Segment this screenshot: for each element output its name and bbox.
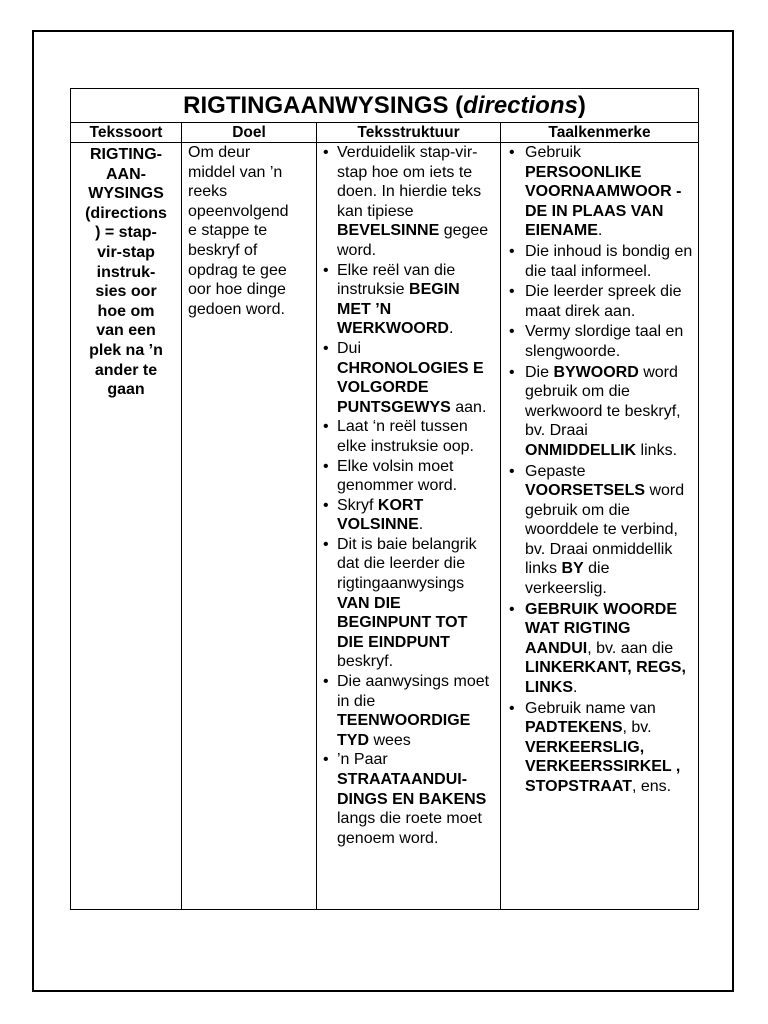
table-title <box>71 89 699 123</box>
list-item <box>503 363 694 461</box>
cell-taalkenmerke <box>501 143 699 910</box>
text-line: instruk- <box>96 263 156 281</box>
text-line: WYSINGS <box>88 185 164 203</box>
item-text: Vermy slordige taal en slengwoorde. <box>525 323 684 360</box>
item-bold: BEGIN MET ’N WERKWOORD <box>337 281 460 338</box>
list-item <box>319 535 496 672</box>
item-bold: LINKERKANT, REGS, LINKS <box>525 659 686 697</box>
item-text: langs die roete moet genoem word. <box>337 810 482 847</box>
item-text: Elke volsin moet genommer word. <box>337 457 458 495</box>
item-text: . <box>448 320 454 338</box>
item-text: . <box>418 516 424 534</box>
item-text: , ens. <box>631 778 672 795</box>
cell-teksstruktuur <box>317 143 501 910</box>
text-line: gedoen word. <box>188 300 285 318</box>
list-item <box>503 242 694 281</box>
text-line: plek na ’n <box>89 341 163 359</box>
text-line: hoe om <box>97 302 155 320</box>
item-text: . <box>573 679 578 697</box>
text-line: AAN- <box>106 165 146 183</box>
item-text: Laat ‘n reël tussen elke instruksie oop. <box>337 418 474 455</box>
item-text: Dit is baie belangrik dat die leerder die rigtingaanwysings <box>337 535 477 593</box>
item-bold: GEBRUIK WOORDE WAT RIGTING AANDUI <box>525 600 677 657</box>
list-item <box>319 457 496 496</box>
text-line: opdrag te gee <box>188 261 287 279</box>
item-bold: PADTEKENS <box>525 719 623 737</box>
item-bold: VERKEERSLIG, VERKEERSSIRKEL , STOPSTRAAT <box>525 738 681 795</box>
title-italic: directions <box>463 91 578 119</box>
list-item <box>503 322 694 361</box>
list-item <box>319 750 496 848</box>
header-teksstruktuur: Teksstruktuur <box>317 123 501 143</box>
item-text: Skryf <box>337 496 378 514</box>
item-text: Gebruik <box>525 144 582 161</box>
item-text: die verkeerslig. <box>525 560 610 598</box>
text-line: RIGTING- <box>90 146 162 163</box>
list-item <box>319 417 496 456</box>
list-item <box>503 699 694 797</box>
header-taalkenmerke: Taalkenmerke <box>501 123 699 143</box>
item-text: word gebruik om die woorddele te verbind, bv. Draai onmiddellik links <box>525 482 685 578</box>
text-line: sies oor <box>95 283 157 301</box>
item-bold: BYWOORD <box>553 363 639 381</box>
item-text: beskryf. <box>337 653 394 671</box>
item-bold: CHRONOLOGIES E VOLGORDE PUNTSGEWYS <box>337 359 484 416</box>
text-line: oor hoe dinge <box>188 281 286 299</box>
item-text: Die leerder spreek die maat direk aan. <box>525 283 682 320</box>
item-text: Die inhoud is bondig en die taal informeel. <box>525 242 693 280</box>
item-text: . <box>597 222 603 240</box>
list-item <box>503 143 694 241</box>
item-text: Die <box>525 363 554 381</box>
item-text: , bv. aan die <box>587 639 674 657</box>
list-item <box>319 143 496 261</box>
item-text: ’n Paar <box>337 751 388 769</box>
features-list <box>503 143 694 797</box>
text-line: reeks <box>188 183 228 201</box>
header-doel: Doel <box>182 123 317 143</box>
text-line: van een <box>96 322 156 340</box>
item-text: Gepaste <box>525 462 586 480</box>
list-item <box>319 261 496 339</box>
item-text: Gebruik name van <box>525 699 656 717</box>
header-tekssoort: Tekssoort <box>71 123 182 143</box>
text-line: middel van ’n <box>188 163 283 181</box>
item-text: , bv. <box>622 719 652 737</box>
text-line: ander te <box>94 361 158 379</box>
item-bold: VAN DIE BEGINPUNT TOT DIE EINDPUNT <box>337 594 468 651</box>
item-bold: TEENWOORDIGE TYD <box>337 712 471 749</box>
item-text: Dui <box>337 339 362 357</box>
item-bold: STRAATAANDUI-DINGS EN BAKENS <box>337 771 487 808</box>
list-item <box>319 339 496 417</box>
item-text: aan. <box>450 398 487 416</box>
item-text: links. <box>636 441 678 459</box>
text-line: vir-stap <box>97 243 155 261</box>
text-line: (directions <box>85 204 167 222</box>
text-line: beskryf of <box>188 241 258 259</box>
structure-list <box>319 143 496 848</box>
list-item <box>503 600 694 698</box>
item-bold: VOORSETSELS <box>525 482 646 500</box>
item-text: gegee word. <box>337 222 489 259</box>
title-main: RIGTINGAANWYSINGS ( <box>183 91 464 119</box>
item-text: Elke reël van die instruksie <box>337 261 456 299</box>
item-text: Die aanwysings moet in die <box>337 673 490 710</box>
item-bold: ONMIDDELLIK <box>525 441 637 459</box>
directions-table <box>70 88 699 910</box>
cell-tekssoort <box>71 143 182 910</box>
item-bold: PERSOONLIKE VOORNAAMWOOR -DE IN PLAAS VAN EIENAME <box>525 163 682 240</box>
text-line: gaan <box>107 381 145 399</box>
list-item <box>319 672 496 750</box>
text-line: ) = stap- <box>95 224 157 242</box>
item-text: word gebruik om die werkwoord te beskryf, bv. Draai <box>525 363 681 440</box>
item-bold: KORT VOLSINNE <box>337 496 424 534</box>
title-close: ) <box>577 91 586 119</box>
cell-doel <box>182 143 317 910</box>
list-item <box>503 462 694 599</box>
list-item <box>319 496 496 535</box>
item-bold: BY <box>561 560 584 578</box>
item-text: Verduidelik stap-vir-stap hoe om iets te doen. In hierdie teks kan tipiese <box>337 144 482 220</box>
item-text: wees <box>369 731 411 749</box>
list-item <box>503 282 694 321</box>
text-line: Om deur <box>188 144 251 161</box>
item-bold: BEVELSINNE <box>337 222 440 240</box>
text-line: opeenvolgend <box>188 202 289 220</box>
text-line: e stappe te <box>188 222 268 240</box>
